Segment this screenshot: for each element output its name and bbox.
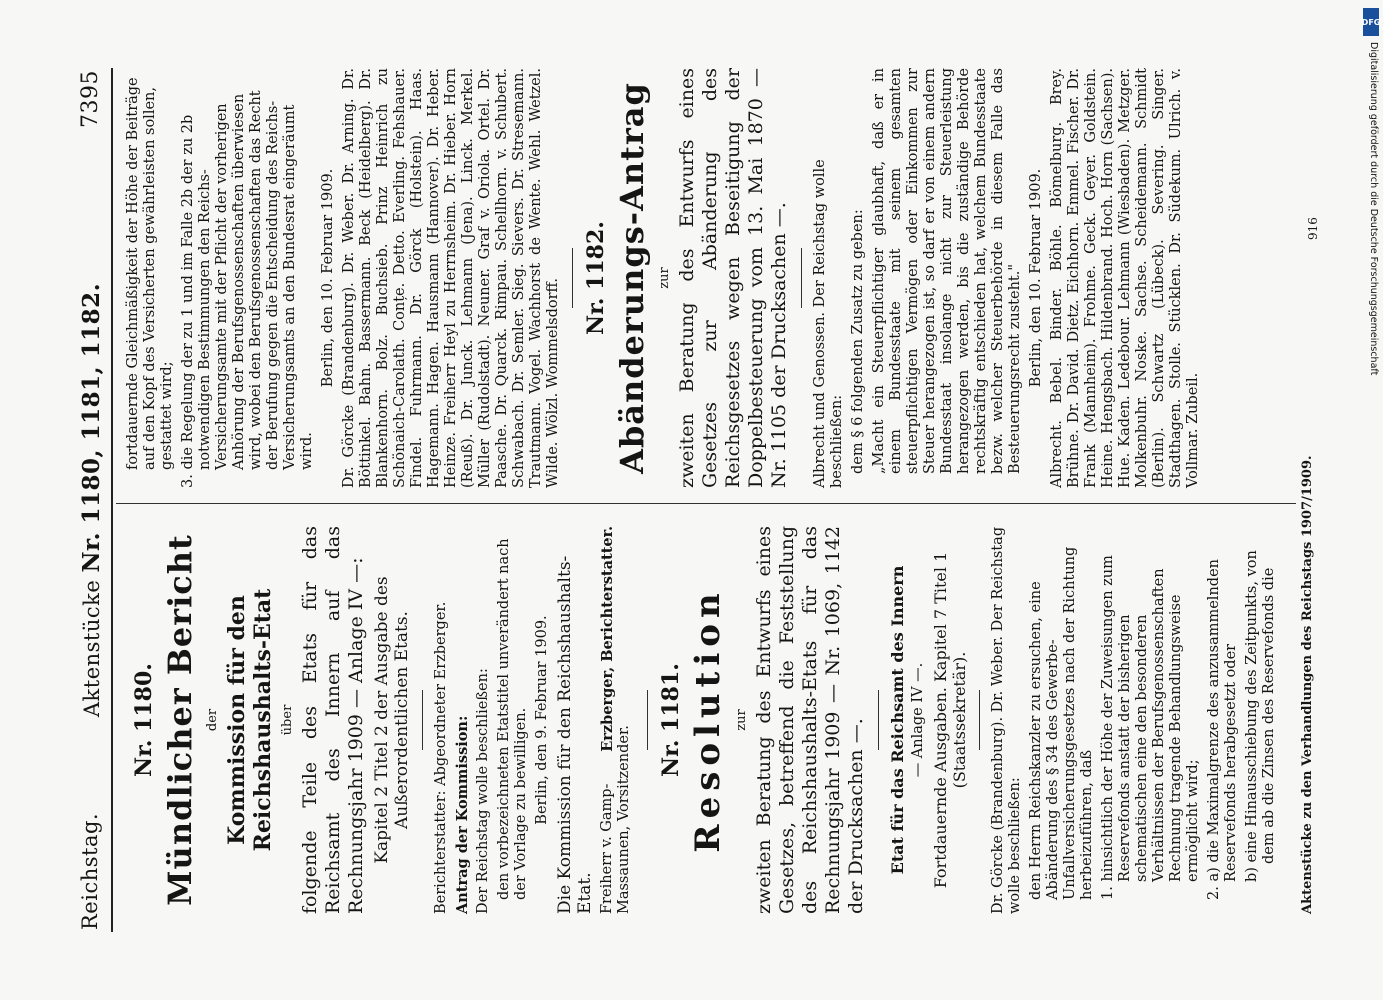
- sig-right-1180: Erzberger, Berichterstatter.: [599, 526, 616, 752]
- body-1180: folgende Teile des Etats für das Reichsamt des Innern auf das Rechnungsjahr 1909 — Anlage IV —:: [299, 526, 367, 914]
- page-number: 7395: [78, 70, 103, 128]
- page-footer: Aktenstücke zu den Verhandlungen des Reichstags 1907/1909.: [1300, 455, 1315, 914]
- header-rule: [111, 68, 113, 932]
- item1-1181: 1. hinsichtlich der Höhe der Zuweisungen zum Reservefonds anstatt der bisherigen schematischen eine den besonderen Verhältnissen der Berufsgenossenschaften Rechnung tragende Behandlungsweise ermöglicht wird;: [1100, 555, 1201, 900]
- albrecht-1182: Albrecht und Genossen. Der Reichstag wolle beschließen:: [812, 159, 845, 488]
- antrag-2-1180: den vorbezeichneten Etatstitel unverändert nach der Vorlage zu bewilligen.: [496, 538, 529, 900]
- names-1181: Dr. Görcke (Brandenburg). Dr. Weber. Dr. Arning. Dr. Böttinkel. Bahn. Bassermann. Beck (Heidelberg). Dr. Blankenhorn. Bolz. Buchsieb. Prinz Heinrich zu Schönaich-Carolath. Conțe. Detto. Everling. Fehshauer. Findel. Fuhrmann. Dr. Görck (Holstein). Haas. Hagemann. Hagen. Hausmann (Hannover). Dr. Heber. Heinze. Freiherr Heyl zu Herrnsheim. Dr. Hieber. Horn (Reuß). Dr. Junck. Lehmann (Jena). Linck. Merkel. Müller (Rudolstadt). Neuner. Graf v. Oriola. Ortel. Dr. Paasche. Dr. Quarck. Rimpau. Schellhorn. v. Schubert. Schwabach. Dr. Semler. Sieg. Sievers. Dr. Stresemann. Trautmann. Vogel. Wachhorst de Wente. Wehl. Wetzel. Wilde. Wölzl. Wommelsdorff.: [341, 68, 561, 488]
- zusatz-1182: dem § 6 folgenden Zusatz zu geben:: [850, 209, 866, 474]
- date-1181: Berlin, den 10. Februar 1909.: [320, 168, 336, 388]
- body-1182: zweiten Beratung des Entwurfs eines Gesetzes zur Abänderung des Reichsgesetzes wegen Beseitigung der Doppelbesteuerung vom 13. Mai 1870 — Nr. 1105 der Drucksachen —.: [676, 68, 790, 488]
- divider: [572, 248, 573, 308]
- komm-sig-1180: Die Kommission für den Reichshaushalts-Etat.: [555, 555, 595, 914]
- dfg-sidebar: [1363, 8, 1379, 988]
- divider: [979, 690, 980, 750]
- left-column: [125, 526, 1282, 914]
- nr-1182: Nr. 1182.: [583, 221, 609, 335]
- sig-left-1180: Freiherr v. Gamp-Massaunen, Vorsitzender.: [599, 725, 632, 914]
- signatures-1180: [599, 526, 633, 914]
- nr-1180: Nr. 1180.: [131, 663, 157, 777]
- fortdauernde-1181: Fortdauernde Ausgaben. Kapitel 7 Titel 1 (Staatssekretär).: [931, 551, 969, 889]
- berichterstatter-1180: Berichterstatter: Abgeordneter Erzberger.: [433, 601, 449, 914]
- item2b-1181: b) eine Hinausschiebung des Zeitpunkts, von dem ab die Zinsen des Reservefonds die: [1244, 550, 1277, 882]
- divider: [647, 690, 648, 750]
- zur-1181: zur: [734, 709, 749, 731]
- cont-1181: fortdauernde Gleichmäßigkeit der Höhe der Beiträge auf den Kopf des Versicherten gewährleisten sollen, gestattet wird;: [125, 77, 175, 470]
- names-1182: Albrecht. Bebel. Binder. Böhle. Bömelburg. Brey. Brühne. Dr. David. Dietz. Eichhorn. Emmel. Fischer. Dr. Frank (Mannheim). Frohme. Geck. Geyer. Goldstein. Heine. Hengsbach. Hildenbrand. Hoch. Horn (Sachsen). Hue. Kaden. Ledebour. Lehmann (Wiesbaden). Metzger. Molkenbuhr. Noske. Sachse. Scheidemann. Schmidt (Berlin). Schwartz (Lübeck). Severing. Singer. Stadthagen. Stolle. Stücklen. Dr. Südekum. Ulrich. v. Vollmar. Zubeil.: [1049, 68, 1201, 488]
- column-divider: [116, 503, 1296, 504]
- kommission-1180: Kommission für den Reichshaushalts-Etat: [224, 588, 276, 852]
- antrag-head-1180: Antrag der Kommission:: [454, 715, 471, 914]
- title-1180: Mündlicher Bericht: [161, 534, 199, 906]
- date-1182: Berlin, den 10. Februar 1909.: [1028, 168, 1044, 388]
- page-header: [78, 70, 114, 930]
- footer-page-number: 916: [1306, 217, 1320, 240]
- der-1180: der: [205, 708, 220, 732]
- antrag-1-1180: Der Reichstag wolle beschließen:: [475, 668, 491, 914]
- dfg-logo: DFG: [1363, 8, 1379, 36]
- divider: [801, 248, 802, 308]
- zur-1182: zur: [657, 267, 672, 289]
- item3-1181: 3. die Regelung der zu 1 und im Falle 2b der zu 2b notwendigen Bestimmungen den Reichs-Versicherungsamte mit der Pflicht der vorherigen Anhörung der Berufsgenossenschaften überwiesen wird, wobei den Berufsgenossenschaften das Recht der Berufung gegen die Entscheidung des Reichs-Versicherungsamts an den Bundesrat eingeräumt wird.: [180, 90, 315, 488]
- ueber-1180: über: [280, 704, 295, 736]
- header-center: [78, 70, 105, 930]
- dfg-credit: Digitalisierung gefördert durch die Deutsche Forschungsgemeinschaft: [1368, 42, 1379, 376]
- text-1181: den Herrn Reichskanzler zu ersuchen, eine Abänderung des § 34 des Gewerbe-Unfallversicherungsgesetzes nach der Richtung herbeizuführen, daß: [1028, 546, 1095, 900]
- title-1181: Resolution: [688, 587, 728, 853]
- header-prefix: Aktenstücke: [80, 579, 104, 718]
- date-1180: Berlin, den 9. Februar 1909.: [534, 615, 550, 825]
- right-column: [125, 68, 1206, 488]
- title-1182: Abänderungs-Antrag: [613, 82, 651, 474]
- quote-1182: „Macht ein Steuerpflichtiger glaubhaft, daß er in einem Bundesstaate mit seinem gesamten steuerpflichtigen Vermögen oder Einkommen zur Steuer herangezogen ist, so darf er von einem andern Bundesstaat insolange nicht zur Steuerleistung herangezogen werden, bis die zuständige Behörde rechtskräftig entschieden hat, welchem Bundesstaate bezw. welcher Steuerbehörde in diesem Falle das Besteuerungsrecht zusteht.": [871, 68, 1023, 474]
- header-numbers: Nr. 1180, 1181, 1182.: [78, 282, 105, 573]
- item2a-1181: 2. a) die Maximalgrenze des anzusammelnden Reservefonds herabgesetzt oder: [1206, 559, 1239, 900]
- divider: [878, 690, 879, 750]
- nr-1181: Nr. 1181.: [658, 663, 684, 777]
- anlage-1181: — Anlage IV —.: [910, 662, 926, 778]
- goercke-1181: Dr. Görcke (Brandenburg). Dr. Weber. Der Reichstag wolle beschließen:: [990, 526, 1023, 914]
- kapitel-1180: Kapitel 2 Titel 2 der Ausgabe des Außerordentlichen Etats.: [372, 576, 412, 864]
- body-1181: zweiten Beratung des Entwurfs eines Gesetzes, betreffend die Feststellung des Reichshaushalts-Etats für das Rechnungsjahr 1909 — Nr. 1069, 1142 der Drucksachen —.: [753, 526, 867, 914]
- etat-1181: Etat für das Reichsamt des Innern: [888, 565, 907, 875]
- divider: [422, 690, 423, 750]
- header-left: Reichstag.: [78, 812, 102, 930]
